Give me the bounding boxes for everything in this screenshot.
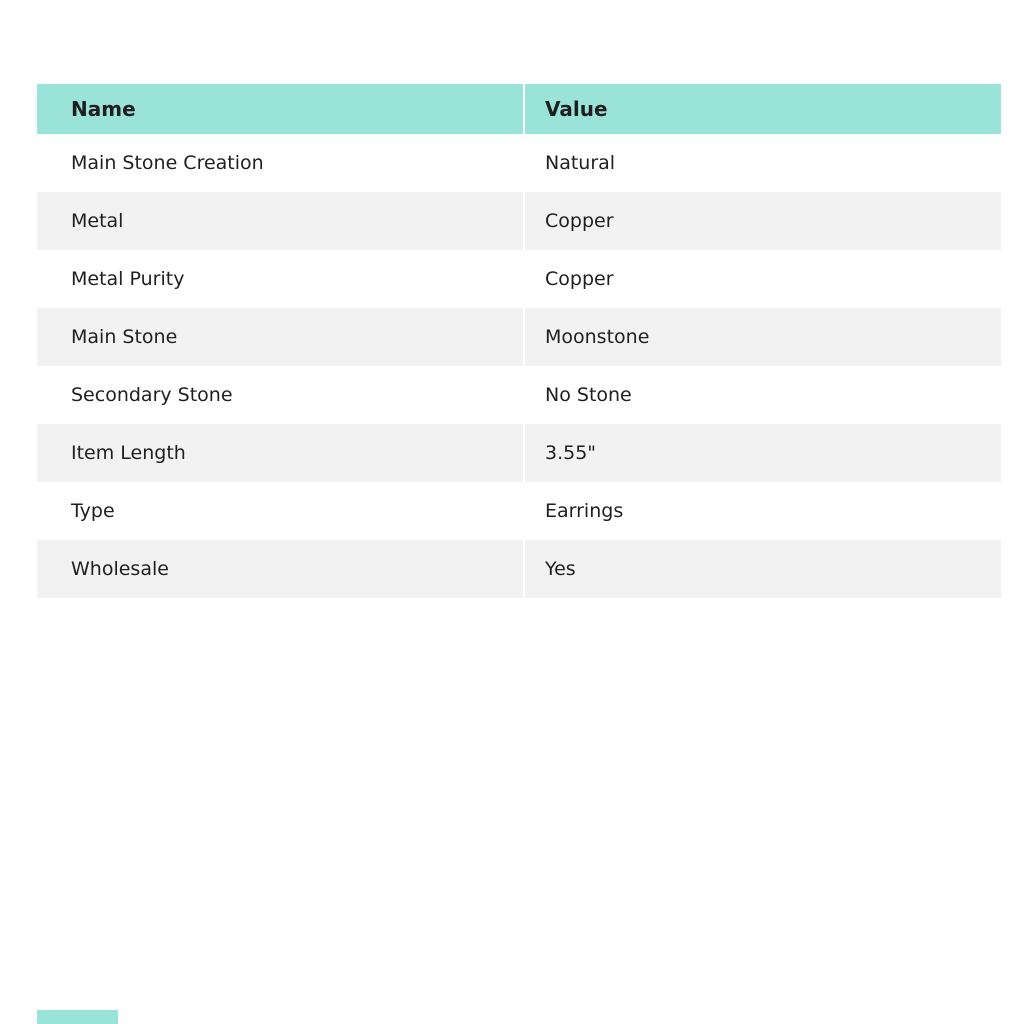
row-value: Copper [525, 192, 1001, 250]
table-header-row [37, 84, 1001, 134]
table-row [37, 482, 1001, 540]
row-name: Wholesale [37, 540, 523, 598]
row-name: Metal [37, 192, 523, 250]
row-value: Yes [525, 540, 1001, 598]
row-value: 3.55" [525, 424, 1001, 482]
row-name: Main Stone Creation [37, 134, 523, 192]
row-name: Type [37, 482, 523, 540]
column-header-value: Value [525, 84, 1001, 134]
row-value: Moonstone [525, 308, 1001, 366]
table-row [37, 134, 1001, 192]
row-name: Item Length [37, 424, 523, 482]
row-value: Earrings [525, 482, 1001, 540]
column-header-name: Name [37, 84, 523, 134]
row-value: No Stone [525, 366, 1001, 424]
table-row [37, 192, 1001, 250]
row-value: Copper [525, 250, 1001, 308]
spec-table [37, 84, 1001, 598]
row-name: Secondary Stone [37, 366, 523, 424]
row-value: Natural [525, 134, 1001, 192]
row-name: Metal Purity [37, 250, 523, 308]
table-row [37, 424, 1001, 482]
table-row [37, 540, 1001, 598]
partial-next-table-header [37, 1010, 118, 1024]
row-name: Main Stone [37, 308, 523, 366]
table-row [37, 366, 1001, 424]
table-row [37, 250, 1001, 308]
table-row [37, 308, 1001, 366]
